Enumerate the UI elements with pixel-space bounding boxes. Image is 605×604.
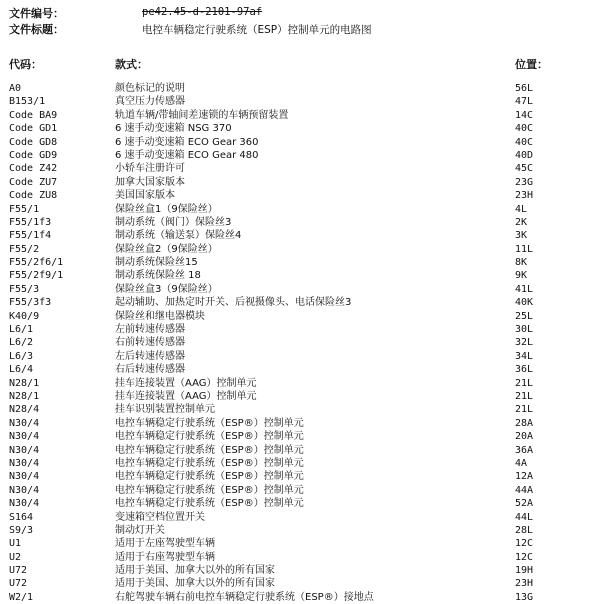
component-code: F55/3 [9, 283, 40, 295]
component-code: U2 [9, 551, 22, 563]
component-code: F55/3f3 [9, 297, 52, 309]
table-row [0, 551, 605, 564]
component-code: N30/4 [9, 431, 40, 443]
component-description: 加拿大国家版本 [115, 176, 185, 188]
component-code: B153/1 [9, 96, 46, 108]
component-description: 右前转速传感器 [115, 337, 185, 349]
component-description: 挂车连接装置（AAG）控制单元 [115, 390, 257, 402]
table-row [0, 457, 605, 470]
component-description: 左前转速传感器 [115, 324, 185, 336]
component-description: 适用于美国、加拿大以外的所有国家 [115, 578, 275, 590]
component-code: Code GD8 [9, 136, 58, 148]
component-code: L6/4 [9, 364, 34, 376]
component-location: 36L [515, 364, 534, 376]
component-code: U1 [9, 538, 22, 550]
component-code: N30/4 [9, 457, 40, 469]
component-description: 适用于左座驾驶型车辆 [115, 538, 215, 550]
table-row [0, 524, 605, 537]
component-description: 电控车辆稳定行驶系统（ESP®）控制单元 [115, 498, 304, 510]
component-location: 47L [515, 96, 534, 108]
component-location: 19H [515, 565, 534, 577]
component-description: 起动辅助、加热定时开关、后视摄像头、电话保险丝3 [115, 297, 352, 309]
component-location: 36A [515, 444, 534, 456]
component-code: U72 [9, 565, 28, 577]
component-location: 12C [515, 538, 534, 550]
component-code: N30/4 [9, 471, 40, 483]
component-description: 电控车辆稳定行驶系统（ESP®）控制单元 [115, 444, 304, 456]
component-description: 电控车辆稳定行驶系统（ESP®）控制单元 [115, 471, 304, 483]
component-location: 41L [515, 283, 534, 295]
component-location: 44A [515, 484, 534, 496]
component-location: 13G [515, 591, 534, 603]
component-code: W2/1 [9, 591, 34, 603]
table-row [0, 162, 605, 175]
component-description: 制动灯开关 [115, 524, 165, 536]
component-location: 32L [515, 337, 534, 349]
table-row [0, 216, 605, 229]
component-location: 45C [515, 163, 534, 175]
component-location: 9K [515, 270, 528, 282]
table-row [0, 229, 605, 242]
component-description: 电控车辆稳定行驶系统（ESP®）控制单元 [115, 417, 304, 429]
component-description: 右后转速传感器 [115, 364, 185, 376]
component-description: 制动系统保险丝15 [115, 257, 198, 269]
component-location: 3K [515, 230, 528, 242]
component-code: K40/9 [9, 310, 40, 322]
component-code: F55/1f4 [9, 230, 52, 242]
table-row [0, 109, 605, 122]
component-description: 6 速手动变速箱 NSG 370 [115, 123, 232, 135]
component-code: Code BA9 [9, 109, 58, 121]
table-row [0, 444, 605, 457]
component-location: 20A [515, 431, 534, 443]
component-description: 6 速手动变速箱 ECO Gear 360 [115, 136, 259, 148]
component-description: 保险丝盒1（9保险丝） [115, 203, 218, 215]
component-location: 34L [515, 350, 534, 362]
component-code: F55/2f9/1 [9, 270, 64, 282]
component-code: S164 [9, 511, 34, 523]
component-description: 挂车连接装置（AAG）控制单元 [115, 377, 257, 389]
component-location: 4L [515, 203, 528, 215]
table-row [0, 296, 605, 309]
component-code: F55/2f6/1 [9, 257, 64, 269]
table-row [0, 176, 605, 189]
table-row [0, 564, 605, 577]
table-row [0, 283, 605, 296]
table-row [0, 511, 605, 524]
component-description: 制动系统（输送泵）保险丝4 [115, 230, 242, 242]
component-code: Code GD1 [9, 123, 58, 135]
component-location: 40C [515, 123, 534, 135]
table-row [0, 256, 605, 269]
component-location: 30L [515, 324, 534, 336]
component-location: 11L [515, 243, 534, 255]
component-location: 21L [515, 390, 534, 402]
component-description: 挂车识别装置控制单元 [115, 404, 215, 416]
doc-title-value: 电控车辆稳定行驶系统（ESP）控制单元的电路图 [142, 24, 372, 36]
table-row [0, 417, 605, 430]
table-row [0, 403, 605, 416]
component-description: 变速箱空档位置开关 [115, 511, 205, 523]
component-description: 左后转速传感器 [115, 350, 185, 362]
component-location: 40C [515, 136, 534, 148]
component-code: Code Z42 [9, 163, 58, 175]
component-description: 电控车辆稳定行驶系统（ESP®）控制单元 [115, 484, 304, 496]
component-location: 4A [515, 457, 528, 469]
table-row [0, 269, 605, 282]
component-code: U72 [9, 578, 28, 590]
component-description: 6 速手动变速箱 ECO Gear 480 [115, 149, 259, 161]
component-description: 电控车辆稳定行驶系统（ESP®）控制单元 [115, 457, 304, 469]
component-code: F55/1 [9, 203, 40, 215]
component-code: L6/3 [9, 350, 34, 362]
component-location: 23H [515, 578, 534, 590]
component-code: F55/1f3 [9, 216, 52, 228]
component-location: 28L [515, 524, 534, 536]
table-row [0, 484, 605, 497]
component-location: 40K [515, 297, 534, 309]
table-row [0, 363, 605, 376]
table-row [0, 377, 605, 390]
table-row [0, 577, 605, 590]
table-row [0, 323, 605, 336]
component-description: 保险丝和继电器模块 [115, 310, 205, 322]
component-location: 2K [515, 216, 528, 228]
table-row [0, 350, 605, 363]
table-row [0, 430, 605, 443]
table-row [0, 537, 605, 550]
doc-number-label: 文件编号： [9, 7, 64, 20]
component-code: F55/2 [9, 243, 40, 255]
component-code: N28/4 [9, 404, 40, 416]
component-location: 21L [515, 377, 534, 389]
component-table [0, 82, 605, 604]
component-location: 44L [515, 511, 534, 523]
component-description: 适用于美国、加拿大以外的所有国家 [115, 565, 275, 577]
table-row [0, 470, 605, 483]
component-location: 56L [515, 83, 534, 94]
table-row [0, 136, 605, 149]
table-row [0, 95, 605, 108]
component-code: N30/4 [9, 498, 40, 510]
component-code: Code ZU8 [9, 190, 58, 202]
component-code: N30/4 [9, 417, 40, 429]
component-description: 右舵驾驶车辆右前电控车辆稳定行驶系统（ESP®）接地点 [115, 591, 374, 603]
column-header-code: 代码： [9, 58, 42, 71]
component-location: 23H [515, 190, 534, 202]
component-location: 12C [515, 551, 534, 563]
component-description: 真空压力传感器 [115, 96, 185, 108]
table-row [0, 189, 605, 202]
component-location: 14C [515, 109, 534, 121]
component-location: 12A [515, 471, 534, 483]
component-location: 23G [515, 176, 534, 188]
column-header-location: 位置： [515, 58, 548, 71]
component-description: 颜色标记的说明 [115, 83, 185, 94]
component-description: 美国国家版本 [115, 190, 175, 202]
component-code: Code ZU7 [9, 176, 58, 188]
table-row [0, 591, 605, 604]
doc-title-label: 文件标题： [9, 23, 64, 36]
component-location: 28A [515, 417, 534, 429]
component-code: S9/3 [9, 524, 34, 536]
component-description: 适用于右座驾驶型车辆 [115, 551, 215, 563]
table-row [0, 203, 605, 216]
component-code: N28/1 [9, 390, 40, 402]
component-location: 52A [515, 498, 534, 510]
table-row [0, 497, 605, 510]
component-description: 保险丝盒2（9保险丝） [115, 243, 218, 255]
component-location: 40D [515, 149, 534, 161]
column-header-description: 款式： [115, 58, 148, 71]
component-code: A0 [9, 83, 22, 94]
table-row [0, 149, 605, 162]
component-code: N30/4 [9, 444, 40, 456]
component-description: 制动系统保险丝 18 [115, 270, 201, 282]
table-row [0, 336, 605, 349]
component-code: L6/1 [9, 324, 34, 336]
component-description: 制动系统（阀门）保险丝3 [115, 216, 232, 228]
doc-number-value: pe42.45-d-2101-97af [142, 6, 263, 18]
component-description: 小轿车注册许可 [115, 163, 185, 175]
component-description: 电控车辆稳定行驶系统（ESP®）控制单元 [115, 431, 304, 443]
table-row [0, 390, 605, 403]
component-description: 保险丝盒3（9保险丝） [115, 283, 218, 295]
table-row [0, 82, 605, 95]
table-row [0, 243, 605, 256]
table-row [0, 122, 605, 135]
component-code: N30/4 [9, 484, 40, 496]
component-location: 25L [515, 310, 534, 322]
component-code: L6/2 [9, 337, 34, 349]
component-location: 8K [515, 257, 528, 269]
component-location: 21L [515, 404, 534, 416]
component-code: N28/1 [9, 377, 40, 389]
component-description: 轨道车辆/带轴间差速锁的车辆预留装置 [115, 109, 289, 121]
component-code: Code GD9 [9, 149, 58, 161]
table-row [0, 310, 605, 323]
